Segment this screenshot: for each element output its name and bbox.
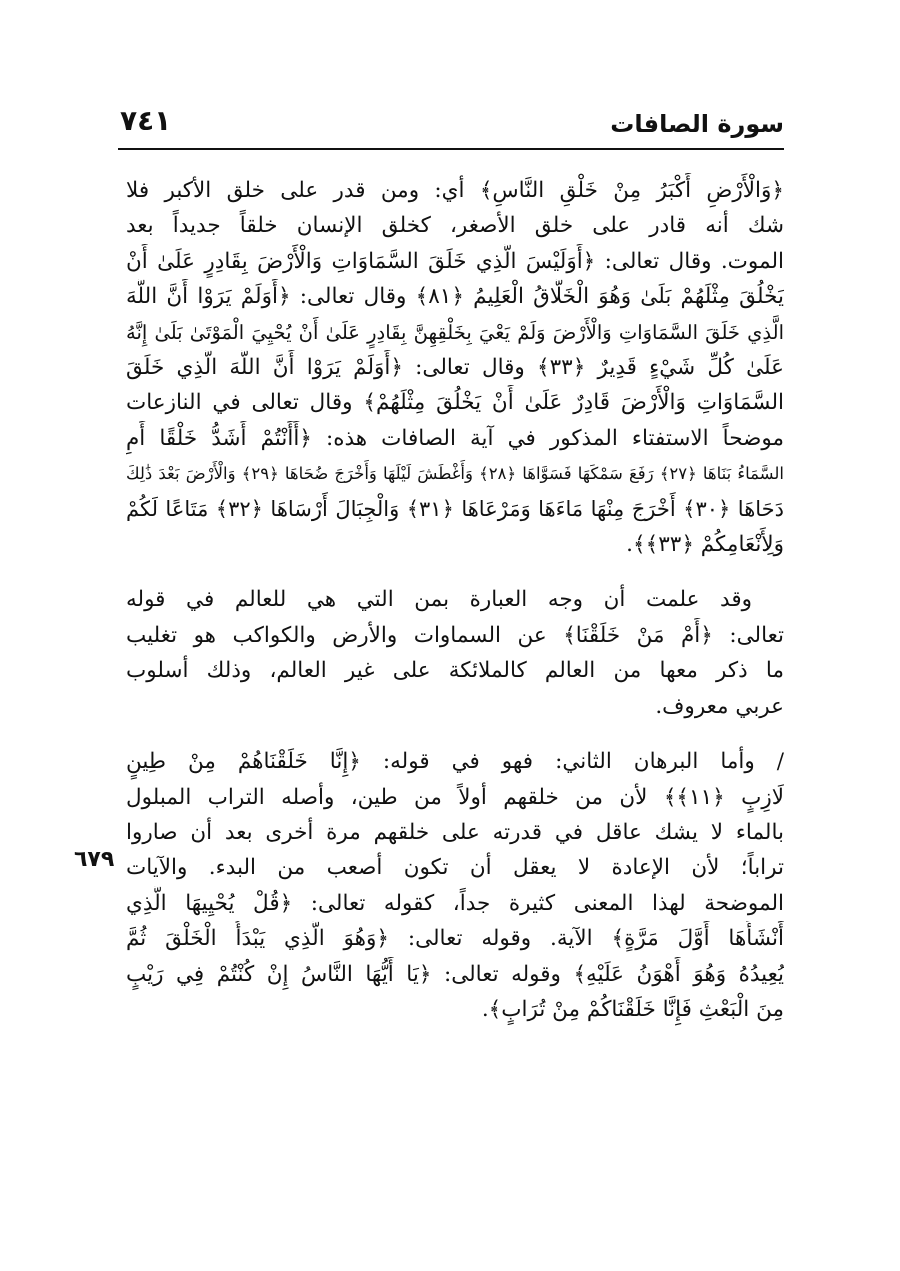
text-line: دَحَاهَا ﴿٣٠﴾ أَخْرَجَ مِنْهَا مَاءَهَا وَمَرْعَاهَا ﴿٣١﴾ وَالْجِبَالَ أَرْسَاهَا ﴿٣٢﴾ مَتَاعًا لَكُمْ xyxy=(126,496,784,521)
text-line: السَّمَاوَاتِ وَالْأَرْضَ قَادِرٌ عَلَىٰ أَنْ يَخْلُقَ مِثْلَهُمْ﴾ وقال تعالى في النازعات xyxy=(126,390,784,416)
text-line: مِنَ الْبَعْثِ فَإِنَّا خَلَقْنَاكُمْ مِنْ تُرَابٍ﴾. xyxy=(481,996,784,1022)
text-line: / وأما البرهان الثاني: فهو في قوله: ﴿إِنَّا خَلَقْنَاهُمْ مِنْ طِينٍ xyxy=(126,749,784,775)
text-line: لَازِبٍ ﴿١١﴾﴾ لأن من خلقهم أولاً من طين، وأصله التراب المبلول xyxy=(126,784,784,810)
page-number: ٧٤١ xyxy=(120,104,172,137)
text-line: وَلِأَنْعَامِكُمْ ﴿٣٣﴾﴾. xyxy=(626,532,784,558)
paragraph-3 xyxy=(126,744,784,1027)
text-line: الموت. وقال تعالى: ﴿أَوَلَيْسَ الَّذِي خَلَقَ السَّمَاوَاتِ وَالْأَرْضَ بِقَادِرٍ عَلَىٰ أَنْ xyxy=(126,248,784,274)
text-line: ما ذكر معها من العالم كالملائكة على غير العالم، وذلك أسلوب xyxy=(126,658,784,684)
text-line: عربي معروف. xyxy=(655,693,784,719)
text-line: الموضحة لهذا المعنى كثيرة جداً، كقوله تعالى: ﴿قُلْ يُحْيِيهَا الَّذِي xyxy=(126,890,784,916)
page-header xyxy=(118,104,784,150)
body-text xyxy=(126,173,784,1027)
paragraph-2 xyxy=(126,582,784,724)
text-line: يُعِيدُهُ وَهُوَ أَهْوَنُ عَلَيْهِ﴾ وقوله تعالى: ﴿يَا أَيُّهَا النَّاسُ إِنْ كُنْتُمْ فِي رَيْبٍ xyxy=(126,961,784,987)
text-line: شك أنه قادر على خلق الأصغر، كخلق الإنسان خلقاً جديداً بعد xyxy=(126,213,784,239)
text-line: السَّمَاءُ بَنَاهَا ﴿٢٧﴾ رَفَعَ سَمْكَهَا فَسَوَّاهَا ﴿٢٨﴾ وَأَغْطَشَ لَيْلَهَا وَأَخْرَجَ ضُحَاهَا ﴿٢٩﴾ وَالْأَرْضَ بَعْدَ ذَٰلِكَ xyxy=(126,464,784,484)
text-line: ﴿وَالْأَرْضِ أَكْبَرُ مِنْ خَلْقِ النَّاسِ﴾ أي: ومن قدر على خلق الأكبر فلا xyxy=(126,178,784,203)
sura-title: سورة الصافات xyxy=(610,110,784,138)
text-line: وقد علمت أن وجه العبارة بمن التي هي للعالم في قوله xyxy=(126,587,752,613)
margin-page-reference: ٦٧٩ xyxy=(74,847,115,872)
text-line: تراباً؛ لأن الإعادة لا يعقل أن تكون أصعب من البدء. والآيات xyxy=(126,855,784,881)
text-line: بالماء لا يشك عاقل في قدرته على خلقهم مرة أخرى بعد أن صاروا xyxy=(126,819,784,845)
text-line: موضحاً الاستفتاء المذكور في آية الصافات هذه: ﴿أَأَنْتُمْ أَشَدُّ خَلْقًا أَمِ xyxy=(126,425,784,451)
text-line: تعالى: ﴿أَمْ مَنْ خَلَقْنَا﴾ عن السماوات والأرض والكواكب هو تغليب xyxy=(126,622,784,648)
text-line: يَخْلُقَ مِثْلَهُمْ بَلَىٰ وَهُوَ الْخَلَّاقُ الْعَلِيمُ ﴿٨١﴾ وقال تعالى: ﴿أَوَلَمْ يَرَوْا أَنَّ اللَّهَ xyxy=(126,284,784,310)
text-line: عَلَىٰ كُلِّ شَيْءٍ قَدِيرٌ ﴿٣٣﴾ وقال تعالى: ﴿أَوَلَمْ يَرَوْا أَنَّ اللَّهَ الَّذِي خَلَقَ xyxy=(126,355,784,381)
text-line: أَنْشَأَهَا أَوَّلَ مَرَّةٍ﴾ الآية. وقوله تعالى: ﴿وَهُوَ الَّذِي يَبْدَأُ الْخَلْقَ ثُمَّ xyxy=(126,926,784,952)
text-line: الَّذِي خَلَقَ السَّمَاوَاتِ وَالْأَرْضَ وَلَمْ يَعْيَ بِخَلْقِهِنَّ بِقَادِرٍ عَلَىٰ أَنْ يُحْيِيَ الْمَوْتَىٰ بَلَىٰ إِنَّهُ xyxy=(126,320,784,344)
paragraph-1 xyxy=(126,173,784,562)
